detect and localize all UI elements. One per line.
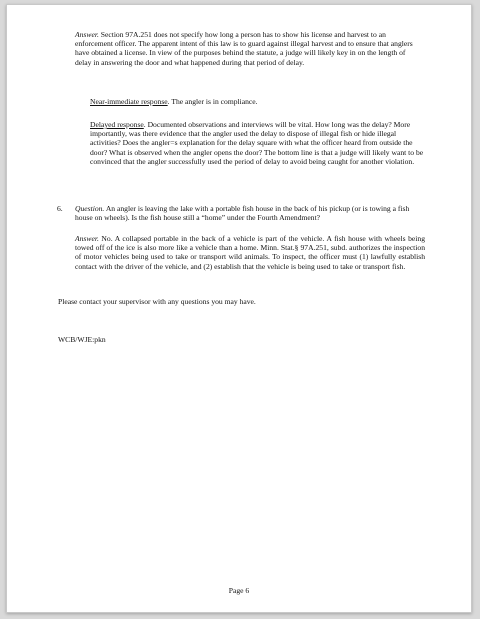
document-page [6,4,472,613]
near-immediate-text: . The angler is in compliance. [167,97,258,106]
item-number: 6. [57,204,63,213]
initials: WCB/WJE:pkn [58,335,106,344]
answer6-label: Answer. [75,234,99,243]
answer6-paragraph [75,234,425,271]
question-label: Question. [75,204,105,213]
answer6-text: No. A collapsed portable in the back of a vehicle is part of the vehicle. A fish house with wheels being towed off of the ice is also more like a vehicle than a home. Minn. Stat.§ 97A.251, subd. authorizes the inspection of motor vehicles being used to take or transport wild animals. To inspect, the officer must (1) lawfully establish contact with the driver of the vehicle, and (2) establish that the vehicle is being used to take or transport fish. [75,234,425,271]
delayed-text: . Documented observations and interviews will be vital. How long was the delay? More importantly, was there evidence that the angler used the delay to dispose of illegal fish or hide illegal activities? Does the angler=s explanation for the delay square with what the officer heard from outside the door? What is observed when the angler opens the door? The bottom line is that a judge will likely want to be convinced that the angler successfully used the period of delay to avoid being caught for another violation. [90,120,424,166]
near-immediate-paragraph [90,97,423,106]
question-text: An angler is leaving the lake with a portable fish house in the back of his pickup (or is towing a fish house on wheels). Is the fish house still a “home” under the Fourth Amendment? [75,204,410,223]
answer-label: Answer. [75,30,99,39]
answer-text: Section 97A.251 does not specify how long a person has to show his license and harvest to an enforcement officer. The apparent intent of this law is to guard against illegal harvest and to ensure that anglers have obtained a license. In view of the purposes behind the statute, a judge will likely key in on the length of delay in answering the door and what happened during that period of delay. [75,30,413,67]
closing-line: Please contact your supervisor with any questions you may have. [58,297,256,306]
page-number: Page 6 [228,586,250,595]
delayed-label: Delayed response [90,120,144,129]
delayed-paragraph [90,120,426,166]
near-immediate-label: Near-immediate response [90,97,168,106]
question-paragraph [75,204,425,222]
answer-paragraph [75,30,423,67]
